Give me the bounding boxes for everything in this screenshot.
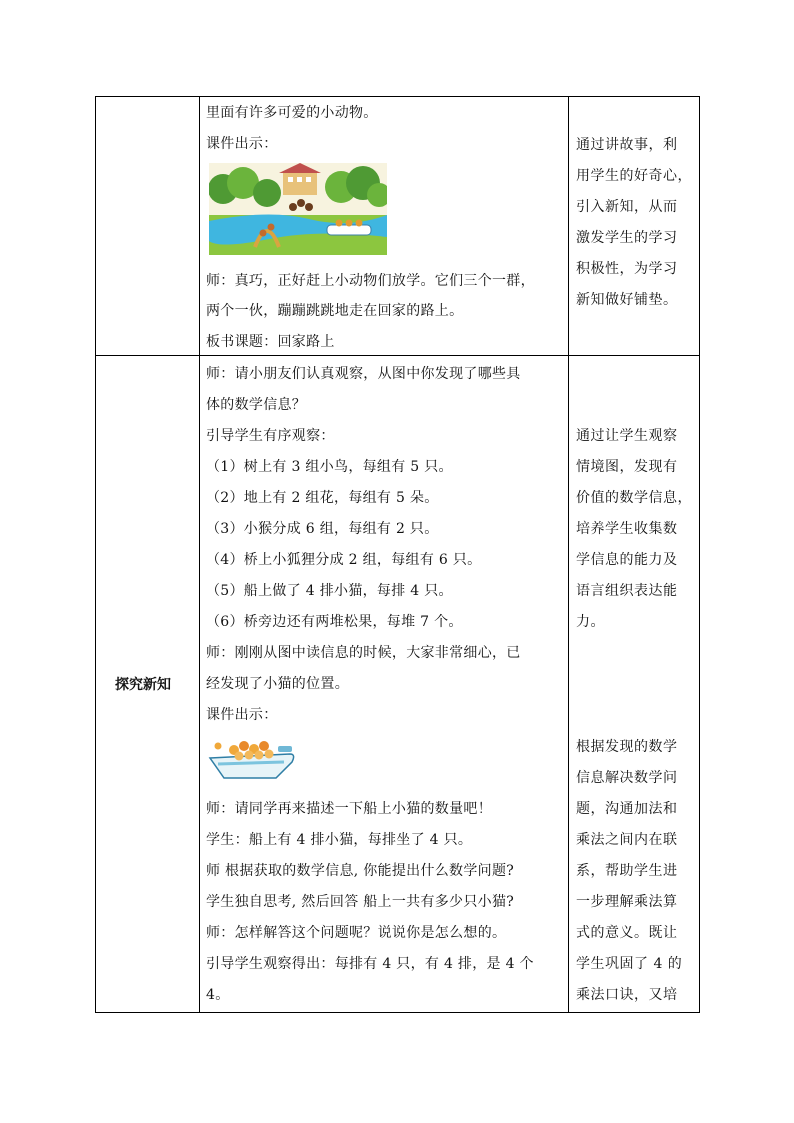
- text-line: 引入新知，从而: [576, 199, 678, 215]
- text-line: 课件出示：: [206, 707, 278, 723]
- text-line: 师：真巧，正好赶上小动物们放学。它们三个一群，: [206, 273, 535, 289]
- text-line: 力。: [576, 614, 605, 630]
- text-line: 经发现了小猫的位置。: [206, 676, 349, 692]
- text-line: 课件出示：: [206, 136, 278, 152]
- text-line: （3）小猴分成 6 组，每组有 2 只。: [206, 521, 439, 537]
- text-line: 系，帮助学生进: [576, 863, 678, 879]
- text-line: 乘法口诀，又培: [576, 987, 678, 1003]
- text-line: 师 根据获取的数学信息, 你能提出什么数学问题?: [206, 863, 515, 879]
- text-line: 师：请小朋友们认真观察，从图中你发现了哪些具: [206, 366, 521, 382]
- text-line: 学生：船上有 4 排小猫，每排坐了 4 只。: [206, 832, 473, 848]
- text-line: （4）桥上小狐狸分成 2 组，每组有 6 只。: [206, 552, 482, 568]
- text-line: 引导学生观察得出：每排有 4 只，有 4 排，是 4 个: [206, 956, 534, 972]
- text-line: 乘法之间内在联: [576, 832, 678, 848]
- text-line: 通过让学生观察: [576, 428, 678, 444]
- text-line: 情境图，发现有: [576, 459, 678, 475]
- text-line: 板书课题：回家路上: [206, 334, 335, 350]
- text-line: 里面有许多可爱的小动物。: [206, 105, 378, 121]
- section-label: 探究新知: [115, 677, 171, 693]
- text-line: 用学生的好奇心，: [576, 168, 692, 184]
- text-line: 学生独自思考, 然后回答 船上一共有多少只小猫?: [206, 894, 515, 910]
- text-line: 新知做好铺垫。: [576, 292, 678, 308]
- text-line: （1）树上有 3 组小鸟，每组有 5 只。: [206, 459, 453, 475]
- text-line: 培养学生收集数: [576, 521, 678, 537]
- text-line: 根据发现的数学: [576, 739, 678, 755]
- text-line: 学生巩固了 4 的: [576, 956, 683, 972]
- text-line: 价值的数学信息，: [576, 490, 692, 506]
- text-line: 一步理解乘法算: [576, 894, 678, 910]
- text-line: 体的数学信息？: [206, 397, 307, 413]
- text-line: 通过讲故事，利: [576, 137, 678, 153]
- cat-boat-illustration: [206, 734, 298, 781]
- text-line: （6）桥旁边还有两堆松果，每堆 7 个。: [206, 614, 463, 630]
- column-divider: [199, 97, 200, 1012]
- row-divider: [96, 355, 699, 356]
- text-line: （5）船上做了 4 排小猫，每排 4 只。: [206, 583, 453, 599]
- text-line: 积极性，为学习: [576, 261, 678, 277]
- text-line: 式的意义。既让: [576, 925, 678, 941]
- text-line: 激发学生的学习: [576, 230, 678, 246]
- text-line: 师：刚刚从图中读信息的时候，大家非常细心，已: [206, 645, 521, 661]
- text-line: 题，沟通加法和: [576, 801, 678, 817]
- text-line: 4。: [206, 987, 230, 1003]
- column-divider: [568, 97, 569, 1012]
- text-line: 师：怎样解答这个问题呢？说说你是怎么想的。: [206, 925, 507, 941]
- text-line: 师：请同学再来描述一下船上小猫的数量吧！: [206, 801, 492, 817]
- text-line: 两个一伙，蹦蹦跳跳地走在回家的路上。: [206, 303, 464, 319]
- text-line: 信息解决数学问: [576, 770, 678, 786]
- lesson-table: [95, 96, 700, 1013]
- text-line: 学信息的能力及: [576, 552, 678, 568]
- text-line: （2）地上有 2 组花，每组有 5 朵。: [206, 490, 439, 506]
- text-line: 语言组织表达能: [576, 583, 678, 599]
- park-river-scene-illustration: [209, 163, 387, 255]
- text-line: 引导学生有序观察：: [206, 428, 335, 444]
